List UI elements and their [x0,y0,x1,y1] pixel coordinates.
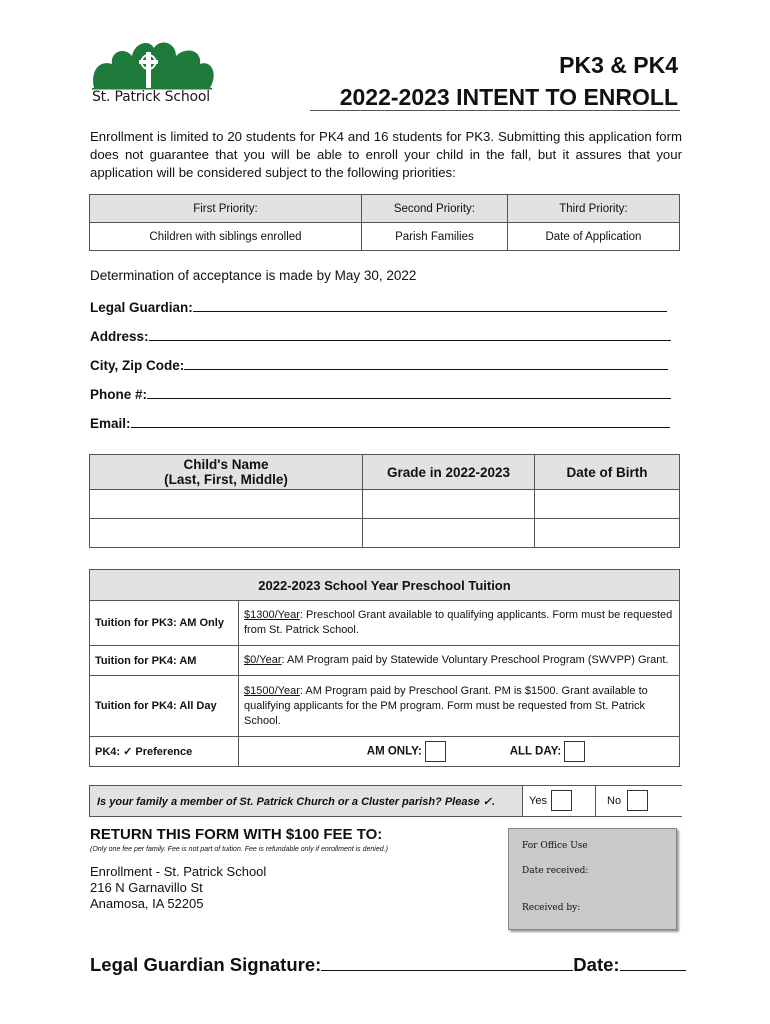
dob-cell[interactable] [535,490,680,519]
priority-header-second: Second Priority: [361,195,507,223]
tuition-amount-pk4-allday: $1500/Year [244,684,300,697]
tuition-text-pk4-allday: : AM Program paid by Preschool Grant. PM is $1500. Grant available to qualifying applicants for the PM program. Form must be requested from St. Patrick School. [244,684,648,727]
child-name-header-line2: (Last, First, Middle) [164,472,288,487]
tuition-title: 2022-2023 School Year Preschool Tuition [90,570,680,601]
email-input-line[interactable] [131,413,670,428]
priority-value-second: Parish Families [361,223,507,251]
phone-field[interactable] [90,384,671,402]
address-field[interactable] [90,326,671,344]
tuition-desc-pk4-am [239,646,680,676]
return-address-line3: Anamosa, IA 52205 [90,896,204,911]
preference-options [239,737,680,767]
fee-note: (Only one fee per family. Fee is not part of tuition. Fee is refundable only if enrollment is denied.) [90,846,388,853]
priority-value-third: Date of Application [507,223,679,251]
email-label: Email: [90,416,131,431]
guardian-field[interactable] [90,297,667,315]
guardian-label: Legal Guardian: [90,300,193,315]
am-only-checkbox[interactable] [425,741,446,762]
city-zip-field[interactable] [90,355,668,373]
school-name: St. Patrick School [92,89,210,105]
dob-header: Date of Birth [535,455,680,490]
header-divider [310,110,680,111]
city-zip-input-line[interactable] [184,355,668,370]
member-no-label: No [607,795,622,807]
tuition-label-pk3: Tuition for PK3: AM Only [90,601,239,646]
signature-label: Legal Guardian Signature: [90,954,322,975]
tuition-text-pk4-am: : AM Program paid by Statewide Voluntary Preschool Program (SWVPP) Grant. [281,654,669,666]
tuition-label-pk4-am: Tuition for PK4: AM [90,646,239,676]
signature-date-input-line[interactable] [620,954,686,971]
child-name-header [90,455,363,490]
tuition-amount-pk4-am: $0/Year [244,654,282,666]
am-only-label: AM ONLY: [366,745,422,758]
tuition-table [89,569,680,767]
all-day-label: ALL DAY: [509,745,562,758]
office-use-title: For Office Use [522,841,588,851]
determination-date-text: Determination of acceptance is made by May 30, 2022 [90,268,417,283]
parish-member-row [89,785,682,817]
preference-label: PK4: ✓ Preference [90,737,239,767]
email-field[interactable] [90,413,670,431]
member-no-option[interactable] [595,786,682,816]
form-title-grades: PK3 & PK4 [559,52,678,78]
grade-cell[interactable] [363,519,535,548]
tuition-text-pk3: : Preschool Grant available to qualifying applicants. Form must be requested from St. Patrick School. [244,609,673,636]
priority-table [89,194,680,251]
guardian-input-line[interactable] [193,297,667,312]
signature-input-line[interactable] [321,954,573,971]
office-date-received: Date received: [522,866,589,876]
intro-paragraph: Enrollment is limited to 20 students for PK4 and 16 students for PK3. Submitting this application form does not guarantee that you will be able to enroll your child in the fall, but it assures that your application will be considered subject to the following priorities: [90,129,682,180]
phone-label: Phone #: [90,387,148,402]
tuition-desc-pk3 [239,601,680,646]
grade-header: Grade in 2022-2023 [363,455,535,490]
priority-header-first: First Priority: [90,195,362,223]
all-day-checkbox[interactable] [564,741,585,762]
form-title: 2022-2023 INTENT TO ENROLL [339,84,678,110]
priority-value-first: Children with siblings enrolled [90,223,362,251]
address-input-line[interactable] [149,326,671,341]
address-label: Address: [90,329,149,344]
child-info-table [89,454,680,548]
parish-member-question: Is your family a member of St. Patrick Church or a Cluster parish? Please ✓. [97,796,496,808]
child-name-cell[interactable] [90,490,363,519]
tuition-amount-pk3: $1300/Year [244,609,300,621]
child-name-header-line1: Child's Name [183,457,269,472]
priority-header-third: Third Priority: [507,195,679,223]
member-yes-checkbox[interactable] [551,790,572,811]
office-received-by: Received by: [522,903,581,913]
signature-date-label: Date: [573,954,620,975]
return-address-line1: Enrollment - St. Patrick School [90,864,267,879]
child-name-cell[interactable] [90,519,363,548]
return-address-line2: 216 N Garnavillo St [90,880,203,895]
member-yes-label: Yes [529,795,547,807]
signature-field[interactable] [90,954,686,976]
dob-cell[interactable] [535,519,680,548]
office-use-box [508,828,677,930]
tuition-desc-pk4-allday [239,676,680,737]
return-form-title: RETURN THIS FORM WITH $100 FEE TO: [90,826,383,843]
tuition-label-pk4-allday: Tuition for PK4: All Day [90,676,239,737]
grade-cell[interactable] [363,490,535,519]
phone-input-line[interactable] [147,384,671,399]
member-no-checkbox[interactable] [627,790,648,811]
city-zip-label: City, Zip Code: [90,358,185,373]
